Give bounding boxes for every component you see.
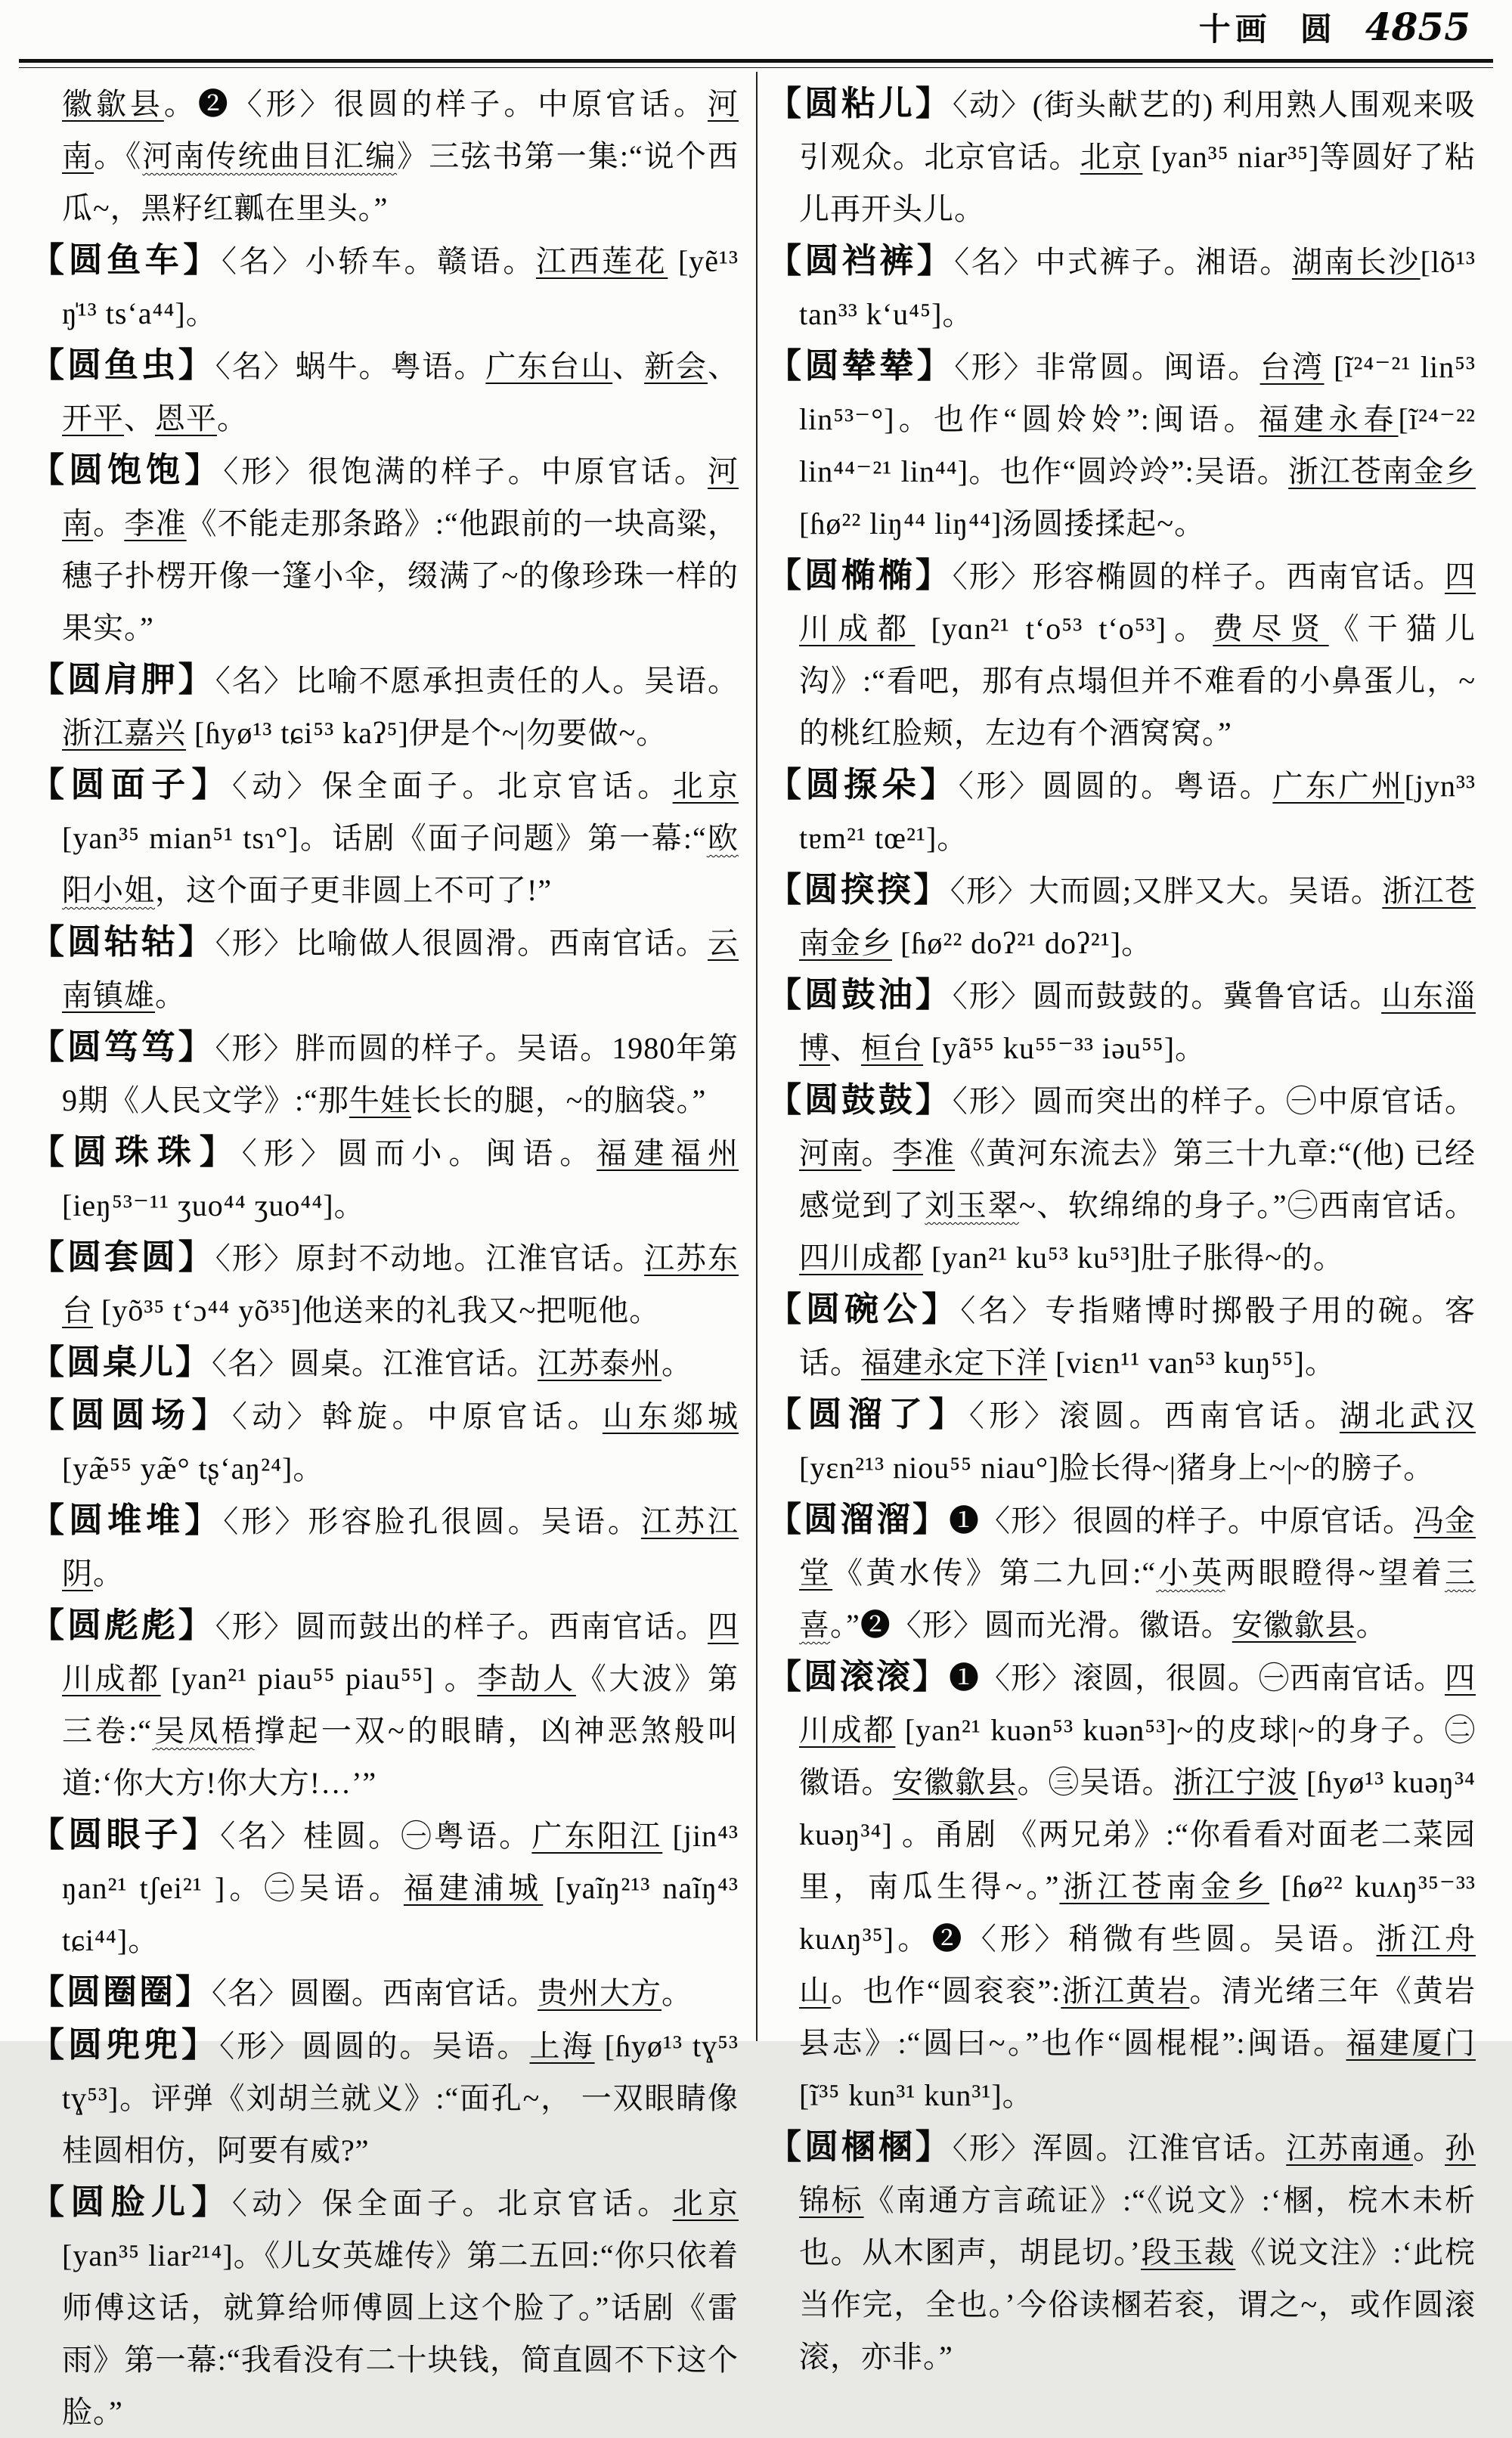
entry-text: [yɛn²¹³ niou⁵⁵ niau°]脸长得~|猪身上~|~的膀子。 bbox=[799, 1451, 1435, 1485]
dict-entry bbox=[30, 1389, 739, 1495]
entry-text: 《黄河东流去》第三十九章:“(他) 已经感觉到了 bbox=[799, 1136, 1476, 1222]
entry-text: [yaĩŋ²¹³ naĩŋ⁴³ tɕi⁴⁴]。 bbox=[62, 1871, 739, 1957]
entry-text: 、 bbox=[708, 349, 739, 383]
entry-text: 〈动〉保全面子。北京官话。 bbox=[231, 2186, 673, 2220]
proper-name: 四川成都 bbox=[799, 1241, 923, 1275]
entry-text: 〈形〉形容脸孔很圆。吴语。 bbox=[223, 1504, 641, 1538]
entry-headword: 【圆兜兜】 bbox=[30, 2026, 220, 2064]
entry-text: 〈名〉中式裤子。湘语。 bbox=[954, 245, 1292, 279]
proper-name: 孙锦标 bbox=[799, 2131, 1476, 2217]
dict-entry bbox=[30, 2019, 739, 2176]
dict-entry bbox=[30, 1021, 739, 1126]
proper-name: 江西莲花 bbox=[535, 244, 668, 278]
entry-text: [jyn³³ tɐm²¹ tœ²¹]。 bbox=[799, 769, 1476, 855]
book-title: 吴凤梧 bbox=[152, 1714, 255, 1748]
entry-text: ~、软绵绵的身子。”㊁西南官话。 bbox=[1019, 1188, 1476, 1222]
entry-text: 〈名〉圆桌。江淮官话。 bbox=[212, 1346, 538, 1380]
stroke-section-label: 十画 bbox=[1198, 13, 1272, 48]
entry-text: 《黄水传》第二九回:“ bbox=[832, 1556, 1157, 1590]
entry-text: 〈形〉大而圆;又胖又大。吴语。 bbox=[950, 874, 1383, 908]
entry-text: 〈名〉蜗牛。粤语。 bbox=[215, 349, 486, 383]
proper-name: 河南 bbox=[62, 454, 739, 541]
dict-entry bbox=[767, 969, 1476, 1074]
entry-headword: 【圆揼朵】 bbox=[767, 766, 959, 804]
dict-entry bbox=[30, 2176, 739, 2438]
proper-name: 浙江苍南金乡 bbox=[1288, 454, 1476, 488]
entry-headword: 【圆㮯㮯】 bbox=[767, 2128, 953, 2166]
proper-name: 浙江宁波 bbox=[1173, 1765, 1298, 1799]
entry-headword: 【圆饱饱】 bbox=[30, 451, 224, 489]
entry-headword: 【圆堆堆】 bbox=[30, 1501, 224, 1539]
entry-text: [ɦyø¹³ kuəŋ³⁴ kuəŋ³⁴] 。甬剧 《两兄弟》:“你看看对面老二菜园里，南瓜生得~。” bbox=[799, 1765, 1476, 1904]
entry-text: 〈形〉胖而圆的样子。吴语。1980年第9期《人民文学》:“那 bbox=[62, 1031, 739, 1117]
entry-text: ，这个面子更非圆上不可了!” bbox=[155, 873, 553, 907]
proper-name: 李准 bbox=[124, 506, 187, 541]
dict-entry bbox=[30, 1600, 739, 1809]
entry-text: 《干猫儿沟》:“看吧，那有点塌但并不难看的小鼻蛋儿，~的桃红脸颊，左边有个酒窝窝。” bbox=[799, 612, 1476, 750]
proper-name: 恩平 bbox=[155, 401, 217, 435]
entry-text: 。清光绪三年《黄岩县志》:“圆曰~。”也作“圆棍棍”:闽语。 bbox=[799, 1974, 1476, 2060]
proper-name: 北京 bbox=[672, 2186, 739, 2220]
proper-name: 安徽歙县 bbox=[892, 1765, 1018, 1799]
entry-headword: 【圆桌儿】 bbox=[30, 1343, 212, 1381]
entry-text: 《不能走那条路》:“他跟前的一块高粱， 穗子扑楞开像一篷小伞，缀满了~的像珍珠一样的果实。” bbox=[62, 506, 739, 645]
entry-headword: 【圆面子】 bbox=[30, 766, 232, 804]
proper-name: 浙江黄岩 bbox=[1061, 1974, 1190, 2008]
dict-entry bbox=[767, 1651, 1476, 2121]
proper-name: 贵州大方 bbox=[538, 1976, 662, 2010]
entry-text: [yan²¹ piau⁵⁵ piau⁵⁵] 。 bbox=[160, 1662, 478, 1696]
proper-name: 云南镇雄 bbox=[62, 926, 739, 1012]
entry-text: [ɦyø¹³ tɣ⁵³ tɣ⁵³]。评弹《刘胡兰就义》:“面孔~， 一双眼睛像桂圆相仿，阿要有威?” bbox=[62, 2029, 739, 2167]
proper-name: 广东阳江 bbox=[531, 1819, 663, 1853]
entry-text: [yẽ¹³ ŋ̍¹³ ts‘a⁴⁴]。 bbox=[62, 244, 739, 330]
entry-text: [ɦø²² liŋ⁴⁴ liŋ⁴⁴]汤圆捼揉起~。 bbox=[799, 506, 1206, 541]
entry-text: [ĩ²⁴⁻²² lin⁴⁴⁻²¹ lin⁴⁴]。也作“圆竛竛”:吴语。 bbox=[799, 402, 1476, 488]
dict-entry bbox=[767, 2121, 1476, 2383]
proper-name: 浙江苍南金乡 bbox=[1059, 1870, 1269, 1904]
entry-text: [yõ³⁵ t‘ɔ⁴⁴ yõ³⁵]他送来的礼我又~把呃他。 bbox=[93, 1293, 661, 1327]
proper-name: 冯金堂 bbox=[799, 1504, 1476, 1590]
entry-text: 。 bbox=[155, 978, 186, 1012]
entry-text: 〈形〉圆而鼓出的样子。西南官话。 bbox=[215, 1609, 708, 1643]
book-title: 刘玉翠 bbox=[925, 1188, 1020, 1222]
entry-text: [yan²¹ ku⁵³ ku⁵³]肚子胀得~的。 bbox=[923, 1241, 1344, 1275]
entry-headword: 【圆圆场】 bbox=[30, 1396, 232, 1434]
proper-name: 福建永定下洋 bbox=[861, 1346, 1047, 1380]
entry-headword: 【圆滚滚】 bbox=[767, 1658, 950, 1696]
dict-entry bbox=[767, 864, 1476, 969]
entry-text: 。 bbox=[1413, 2131, 1445, 2165]
entry-text: 。 bbox=[861, 1136, 893, 1170]
proper-name: 江苏泰州 bbox=[538, 1346, 662, 1380]
book-title: 河南传统曲目汇编 bbox=[142, 139, 398, 173]
entry-text: 。❷〈形〉很圆的样子。中原官话。 bbox=[163, 87, 708, 121]
entry-headword: 【圆鱼车】 bbox=[30, 241, 222, 279]
entry-text: [yæ̃⁵⁵ yæ̃° tʂ‘aŋ²⁴]。 bbox=[62, 1451, 324, 1485]
entry-headword: 【圆溜溜】 bbox=[767, 1501, 950, 1538]
dict-entry bbox=[767, 1494, 1476, 1651]
entry-headword: 【圆鼓鼓】 bbox=[767, 1081, 953, 1119]
entry-text: [yan³⁵ liar²¹⁴]。《儿女英雄传》第二五回:“你只依着师傅这话，就算给师傅圆上这个脸了。”话剧《雷雨》第一幕:“我看没有二十块钱，简直圆不下这个脸。” bbox=[62, 2238, 739, 2429]
dict-entry bbox=[30, 1126, 739, 1231]
entry-headword: 【圆粘儿】 bbox=[767, 85, 953, 122]
entry-text: [yan²¹ kuən⁵³ kuən⁵³]~的皮球|~的身子。㊁徽语。 bbox=[799, 1713, 1476, 1799]
dict-entry bbox=[30, 759, 739, 916]
entry-text: [ieŋ⁵³⁻¹¹ ʒuo⁴⁴ ʒuo⁴⁴]。 bbox=[62, 1188, 365, 1222]
entry-text: 长长的腿，~的脑袋。” bbox=[411, 1083, 707, 1117]
entry-text: 〈名〉桂圆。㊀粤语。 bbox=[220, 1819, 532, 1853]
entry-text: [yan³⁵ niar³⁵]等圆好了粘儿再开头儿。 bbox=[799, 140, 1476, 226]
entry-text: 《大波》第三卷:“ bbox=[62, 1662, 739, 1748]
column-left bbox=[23, 72, 760, 2429]
entry-text: 〈名〉圆圈。西南官话。 bbox=[212, 1976, 538, 2010]
entry-text: 〈形〉圆圆的。吴语。 bbox=[219, 2029, 530, 2063]
entry-text: [ĩ²⁴⁻²¹ lin⁵³ lin⁵³⁻°]。也作“圆姈姈”:闽语。 bbox=[799, 350, 1476, 436]
entry-text: [yã⁵⁵ ku⁵⁵⁻³³ iəu⁵⁵]。 bbox=[923, 1031, 1207, 1065]
proper-name: 广东台山 bbox=[485, 349, 613, 383]
entry-text: 。《 bbox=[94, 139, 143, 173]
dict-entry bbox=[767, 1389, 1476, 1494]
entry-headword: 【圆揬揬】 bbox=[767, 871, 950, 909]
entry-text: [ĩ³⁵ kun³¹ kun³¹]。 bbox=[799, 2078, 1033, 2112]
column-divider bbox=[756, 72, 758, 2041]
book-title: 欧阳小姐 bbox=[62, 821, 739, 907]
entry-text: [yɑn²¹ t‘o⁵³ t‘o⁵³]。 bbox=[915, 612, 1213, 646]
entry-text: 。 bbox=[662, 1346, 693, 1380]
entry-text: [viɛn¹¹ van⁵³ kuŋ⁵⁵]。 bbox=[1047, 1346, 1336, 1380]
entry-text: 。 bbox=[662, 1976, 693, 2010]
entry-headword: 【圆碗公】 bbox=[767, 1290, 961, 1328]
proper-name: 四川成都 bbox=[799, 559, 1476, 646]
entry-headword: 【圆肩胛】 bbox=[30, 661, 215, 699]
proper-name: 牛娃 bbox=[349, 1083, 411, 1117]
dict-entry bbox=[767, 1284, 1476, 1389]
proper-name: 湖北武汉 bbox=[1339, 1399, 1476, 1433]
entry-text: 。也作“圆衮衮”: bbox=[831, 1974, 1061, 2008]
entry-text: 〈形〉圆圆的。粤语。 bbox=[958, 769, 1273, 803]
entry-headword: 【圆裆裤】 bbox=[767, 242, 955, 280]
entry-text: 。 bbox=[1356, 1608, 1387, 1642]
entry-headword: 【圆圈圈】 bbox=[30, 1973, 212, 2011]
dict-entry bbox=[30, 916, 739, 1021]
entry-text: 〈形〉原封不动地。江淮官话。 bbox=[215, 1241, 645, 1275]
entry-headword: 【圆鼓油】 bbox=[767, 976, 953, 1014]
proper-name: 浙江苍南金乡 bbox=[799, 874, 1476, 960]
proper-name: 四川成都 bbox=[799, 1661, 1476, 1747]
entry-text: 〈形〉圆而鼓鼓的。冀鲁官话。 bbox=[952, 979, 1382, 1013]
entry-text: 〈名〉小轿车。赣语。 bbox=[221, 244, 536, 278]
entry-text: 《说文注》:‘此梡当作完，全也。’今俗读㮯若衮，谓之~，或作圆滚滚，亦非。” bbox=[799, 2235, 1476, 2374]
entry-headword: 【圆眼子】 bbox=[30, 1816, 221, 1854]
entry-text: 。”❷〈形〉圆而光滑。徽语。 bbox=[830, 1608, 1232, 1642]
entry-headword: 【圆彪彪】 bbox=[30, 1606, 215, 1644]
entry-text: 〈名〉专指赌博时掷骰子用的碗。客话。 bbox=[799, 1293, 1476, 1380]
entry-text: ❶〈形〉很圆的样子。中原官话。 bbox=[949, 1504, 1414, 1538]
book-title: 三喜 bbox=[799, 1556, 1476, 1642]
dict-entry bbox=[30, 1495, 739, 1600]
entry-text: 。 bbox=[93, 506, 125, 541]
proper-name: 浙江舟山 bbox=[799, 1922, 1476, 2008]
entry-text: [ɦyø¹³ tɕi⁵³ kaʔ⁵]伊是个~|勿要做~。 bbox=[186, 716, 668, 750]
dict-entry bbox=[30, 78, 739, 234]
entry-text: 〈形〉圆而小。闽语。 bbox=[241, 1136, 597, 1170]
entry-text: 〈名〉比喻不愿承担责任的人。吴语。 bbox=[215, 664, 739, 698]
dict-entry bbox=[30, 654, 739, 759]
dict-entry bbox=[767, 1074, 1476, 1284]
proper-name: 李劼人 bbox=[477, 1662, 576, 1696]
entry-headword: 【圆椭椭】 bbox=[767, 556, 953, 594]
proper-name: 福建浦城 bbox=[403, 1871, 544, 1905]
entry-text: 撑起一双~的眼睛，凶神恶煞般叫道:‘你大方!你大方!…’” bbox=[62, 1714, 739, 1800]
dict-entry bbox=[767, 759, 1476, 864]
entry-text: 〈形〉滚圆。西南官话。 bbox=[968, 1399, 1340, 1433]
proper-name: 福建厦门 bbox=[1346, 2026, 1476, 2060]
dict-entry bbox=[30, 1966, 739, 2019]
proper-name: 四川成都 bbox=[62, 1609, 739, 1696]
entry-headword: 【圆溜了】 bbox=[767, 1396, 969, 1433]
proper-name: 段玉裁 bbox=[1140, 2235, 1236, 2269]
proper-name: 安徽歙县 bbox=[1232, 1608, 1356, 1642]
proper-name: 广东广州 bbox=[1272, 769, 1405, 803]
proper-name: 山东淄博 bbox=[799, 979, 1476, 1065]
entry-text: 〈动〉(街头献艺的) 利用熟人围观来吸引观众。北京官话。 bbox=[799, 88, 1476, 174]
dict-entry bbox=[30, 234, 739, 339]
dict-entry bbox=[767, 78, 1476, 235]
entry-text: [ɦø²² kuʌŋ³⁵⁻³³ kuʌŋ³⁵]。❷〈形〉稍微有些圆。吴语。 bbox=[799, 1870, 1476, 1956]
proper-name: 徽歙县 bbox=[62, 87, 164, 121]
entry-text: 〈形〉非常圆。闽语。 bbox=[954, 350, 1260, 384]
entry-text: 。 bbox=[217, 401, 248, 435]
entry-text: 〈动〉斡旋。中原官话。 bbox=[231, 1399, 603, 1433]
entry-text: ❶〈形〉滚圆，很圆。㊀西南官话。 bbox=[949, 1661, 1445, 1695]
entry-text: 。 bbox=[93, 1557, 124, 1591]
entry-text: 。㊂吴语。 bbox=[1017, 1765, 1173, 1799]
proper-name: 费尽贤 bbox=[1213, 612, 1329, 646]
dict-entry bbox=[30, 445, 739, 654]
entry-text: 》三弦书第一集:“说个西瓜~，黑籽红瓤在里头。” bbox=[62, 139, 739, 225]
proper-name: 北京 bbox=[672, 769, 739, 803]
entry-headword: 【圆辇辇】 bbox=[767, 347, 955, 385]
book-title: 小英 bbox=[1156, 1556, 1225, 1590]
entry-text: [yan³⁵ mian⁵¹ tsɿ°]。话剧《面子问题》第一幕:“ bbox=[62, 821, 707, 855]
proper-name: 福建福州 bbox=[596, 1136, 739, 1170]
proper-name: 河南 bbox=[799, 1136, 862, 1170]
entry-text: 〈形〉浑圆。江淮官话。 bbox=[952, 2131, 1287, 2165]
entry-text: 、 bbox=[612, 349, 645, 383]
entry-text: 〈形〉很饱满的样子。中原官话。 bbox=[223, 454, 708, 488]
entry-text: 、 bbox=[830, 1031, 861, 1065]
entry-text: 两眼瞪得~望着 bbox=[1225, 1556, 1445, 1590]
proper-name: 江苏江阴 bbox=[62, 1504, 739, 1591]
entry-text: 〈形〉形容椭圆的样子。西南官话。 bbox=[952, 559, 1445, 593]
dict-entry bbox=[30, 1337, 739, 1389]
proper-name: 北京 bbox=[1080, 140, 1143, 174]
page-number: 4855 bbox=[1365, 5, 1470, 49]
dict-entry bbox=[767, 235, 1476, 340]
entry-headword: 【圆珠珠】 bbox=[30, 1133, 242, 1171]
proper-name: 山东郯城 bbox=[602, 1399, 739, 1433]
proper-name: 新会 bbox=[644, 349, 708, 383]
text-columns bbox=[23, 72, 1497, 2429]
proper-name: 桓台 bbox=[861, 1031, 923, 1065]
proper-name: 浙江嘉兴 bbox=[62, 716, 186, 750]
entry-text: 〈动〉保全面子。北京官话。 bbox=[231, 769, 673, 803]
entry-text: [ɦø²² doʔ²¹ doʔ²¹]。 bbox=[892, 926, 1153, 960]
headword-character: 圆 bbox=[1300, 13, 1337, 48]
proper-name: 河南 bbox=[62, 87, 739, 173]
proper-name: 江苏东台 bbox=[62, 1241, 739, 1327]
dict-entry bbox=[30, 1231, 739, 1337]
entry-headword: 【圆轱轱】 bbox=[30, 923, 215, 961]
proper-name: 开平 bbox=[62, 401, 124, 435]
entry-text: [jin⁴³ ŋan²¹ tʃei²¹ ]。㊁吴语。 bbox=[62, 1819, 739, 1905]
header-rule bbox=[19, 59, 1493, 68]
dict-entry bbox=[767, 340, 1476, 550]
dict-entry bbox=[30, 339, 739, 445]
column-right bbox=[760, 72, 1497, 2374]
dict-entry bbox=[767, 550, 1476, 759]
proper-name: 湖南长沙 bbox=[1291, 245, 1421, 279]
proper-name: 福建永春 bbox=[1258, 402, 1399, 436]
page-header bbox=[1199, 5, 1470, 50]
entry-text: 〈形〉圆而突出的样子。㊀中原官话。 bbox=[952, 1084, 1476, 1118]
entry-text: 〈形〉比喻做人很圆滑。西南官话。 bbox=[215, 926, 708, 960]
proper-name: 上海 bbox=[529, 2029, 595, 2063]
proper-name: 李准 bbox=[892, 1136, 956, 1170]
entry-text: 、 bbox=[124, 401, 155, 435]
dict-entry bbox=[30, 1809, 739, 1966]
entry-text: 《南通方言疏证》:“《说文》:‘㮯，梡木未析也。从木圂声，胡昆切。’ bbox=[799, 2183, 1476, 2269]
proper-name: 江苏南通 bbox=[1286, 2131, 1414, 2165]
entry-headword: 【圆套圆】 bbox=[30, 1238, 215, 1276]
entry-text: [lõ¹³ tan³³ k‘u⁴⁵]。 bbox=[799, 245, 1476, 331]
entry-headword: 【圆笃笃】 bbox=[30, 1028, 215, 1066]
entry-headword: 【圆脸儿】 bbox=[30, 2183, 232, 2221]
proper-name: 台湾 bbox=[1259, 350, 1325, 384]
entry-headword: 【圆鱼虫】 bbox=[30, 346, 215, 384]
